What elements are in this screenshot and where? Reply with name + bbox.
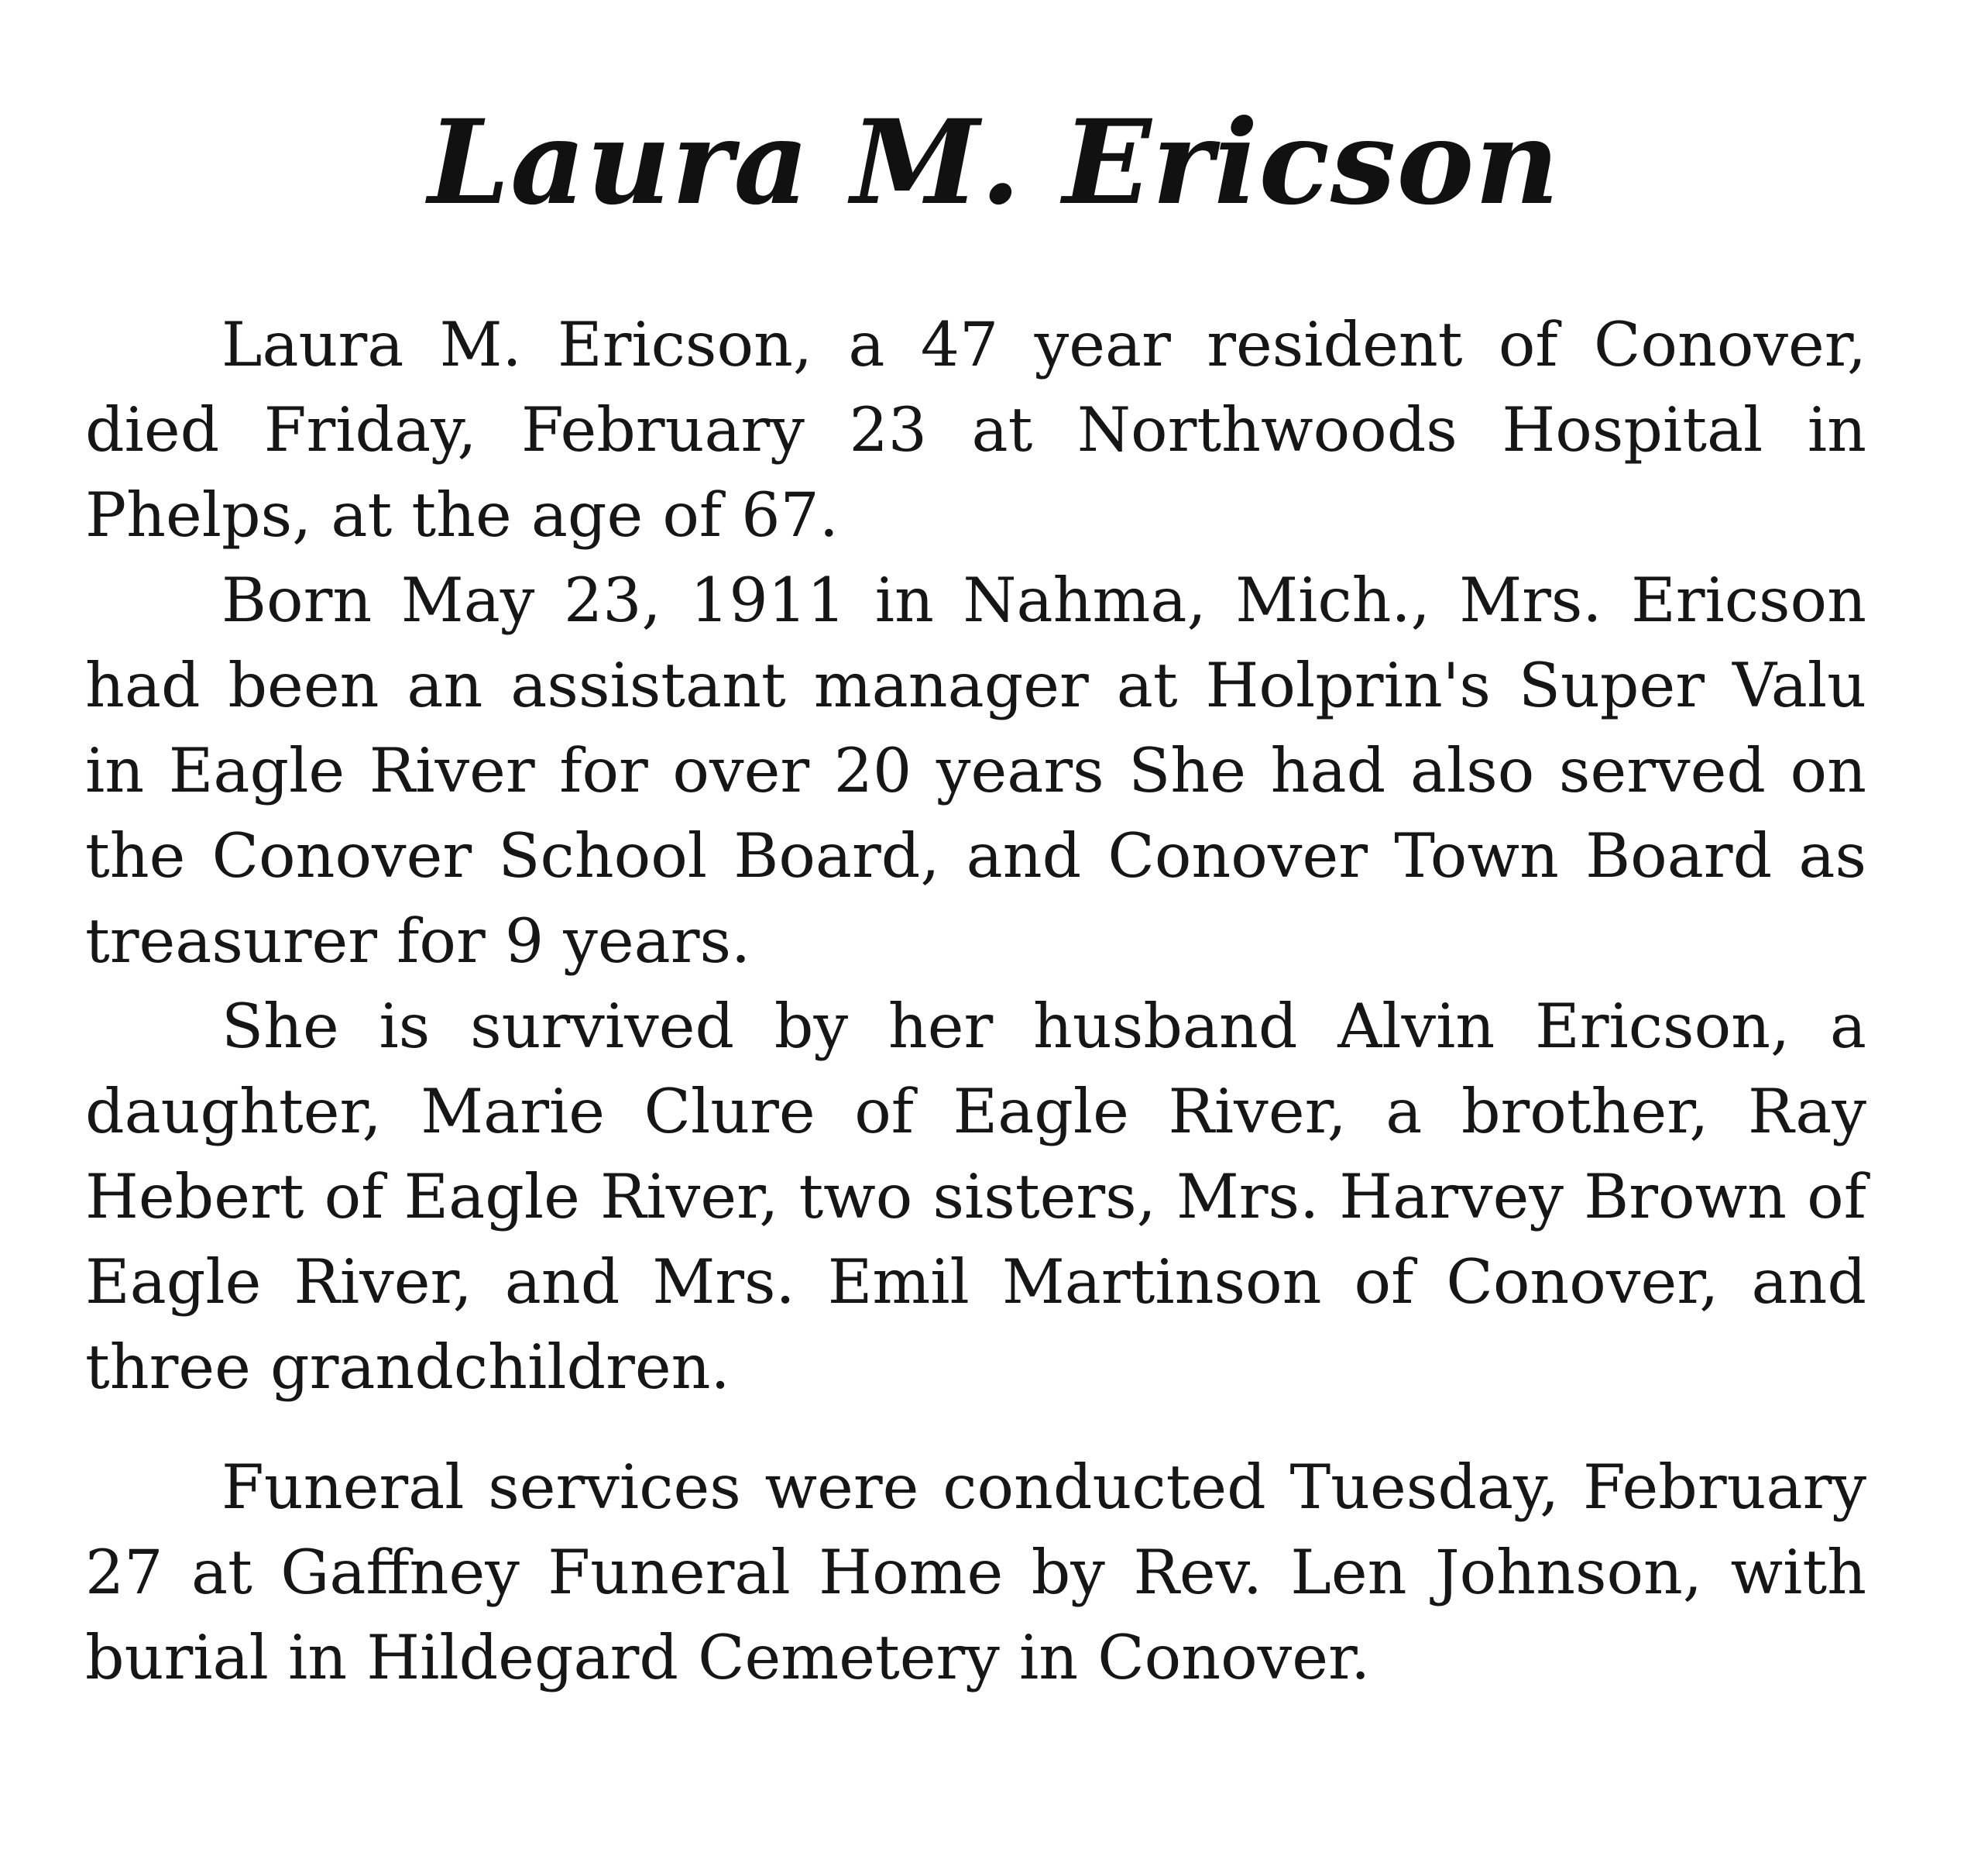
obituary-body <box>85 302 1866 1700</box>
paragraph-funeral: Funeral services were conducted Tuesday, February 27 at Gaffney Funeral Home by Rev. Len Johnson, with burial in Hildegard Cemetery in Conover. <box>85 1452 1866 1693</box>
paragraph-biography: Born May 23, 1911 in Nahma, Mich., Mrs. Ericson had been an assistant manager at Holprin's Super Valu in Eagle River for over 20 years She had also served on the Conover School Board, and Conover Town Board as treasurer for 9 years. <box>85 565 1866 977</box>
obituary-headline: Laura M. Ericson <box>427 94 1561 231</box>
paragraph-survivors: She is survived by her husband Alvin Ericson, a daughter, Marie Clure of Eagle River, a brother, Ray Hebert of Eagle River, two sisters, Mrs. Harvey Brown of Eagle River, and Mrs. Emil Martinson of Conover, and three grandchildren. <box>85 991 1866 1403</box>
paragraph-residence: Laura M. Ericson, a 47 year resident of Conover, died Friday, February 23 at Northwoods Hospital in Phelps, at the age of 67. <box>85 309 1866 551</box>
